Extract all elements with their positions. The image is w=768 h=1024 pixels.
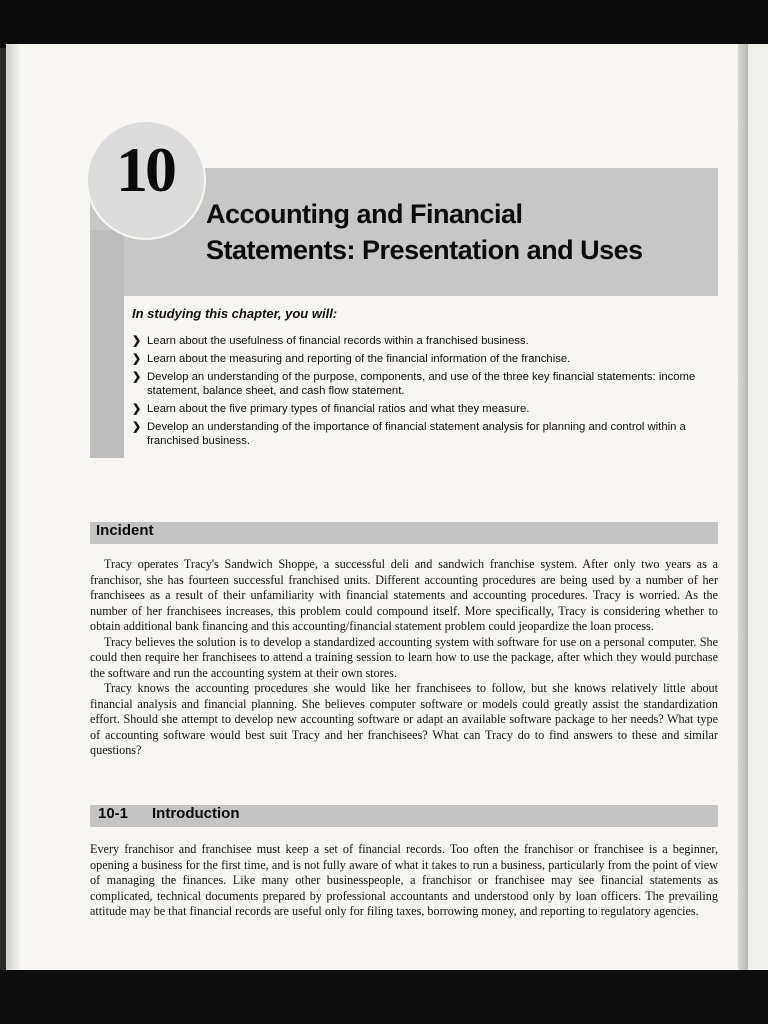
introduction-heading: Introduction: [152, 805, 240, 822]
incident-heading-band: [90, 522, 718, 544]
chevron-right-icon: ❯: [132, 421, 142, 433]
scan-bottom-border: [0, 970, 768, 1024]
objective-text: Learn about the measuring and reporting of the financial information of the franchise.: [147, 353, 571, 365]
incident-paragraph: Tracy believes the solution is to develop a standardized accounting system with software for use on a personal computer. She could then require her franchisees to attend a training session to learn how to use the package, after which they would purchase the software and run the accounting system at their own stores.: [90, 634, 718, 680]
incident-body: [90, 557, 718, 759]
incident-heading: Incident: [96, 522, 154, 539]
chevron-right-icon: ❯: [132, 403, 142, 415]
chevron-right-icon: ❯: [132, 371, 142, 383]
page-gutter-shadow: [6, 44, 20, 974]
introduction-body: [90, 842, 718, 920]
chapter-title-line: Statements: Presentation and Uses: [206, 235, 643, 265]
chapter-number: 10: [116, 134, 174, 205]
objective-item: [132, 420, 717, 448]
chapter-title-line: Accounting and Financial: [206, 199, 523, 229]
objective-item: [132, 334, 717, 348]
objective-text: Develop an understanding of the purpose, components, and use of the three key financial statements: income statement, balance sheet, and cash flow statement.: [147, 371, 696, 397]
introduction-paragraph: Every franchisor and franchisee must keep a set of financial records. Too often the franchisor or franchisee is a beginner, opening a business for the first time, and is not fully aware of what it takes to run a business, particularly from the point of view of managing the finances. Like many other businesspeople, a franchisor or franchisee may see financial statements as complicated, technical documents prepared by professional accountants and understood only by loan officers. The prevailing attitude may be that financial records are useful only for filing taxes, borrowing money, and reporting to regulatory agencies.: [90, 842, 718, 918]
objective-text: Learn about the five primary types of financial ratios and what they measure.: [147, 403, 530, 415]
objective-item: [132, 370, 717, 398]
scan-top-border: [0, 0, 768, 48]
chevron-right-icon: ❯: [132, 335, 142, 347]
scan-right-margin: [748, 44, 768, 974]
objectives-list: [132, 334, 717, 452]
objective-item: [132, 402, 717, 416]
chapter-side-band: [90, 230, 124, 458]
incident-paragraph: Tracy knows the accounting procedures she would like her franchisees to follow, but she knows relatively little about financial analysis and financial planning. She believes computer software or models could greatly assist the standardization effort. Should she attempt to develop new accounting software or adapt an available software package to her needs? What type of accounting software would best suit Tracy and her franchisees? What can Tracy do to find answers to these and similar questions?: [90, 681, 718, 757]
chevron-right-icon: ❯: [132, 353, 142, 365]
chapter-title: [206, 196, 716, 268]
objective-text: Learn about the usefulness of financial records within a franchised business.: [147, 335, 529, 347]
page-edge: [738, 44, 748, 974]
objectives-heading: In studying this chapter, you will:: [132, 306, 338, 321]
objective-item: [132, 352, 717, 366]
objective-text: Develop an understanding of the importance of financial statement analysis for planning and control within a franchised business.: [147, 421, 686, 447]
section-number: 10-1: [98, 805, 129, 822]
incident-paragraph: Tracy operates Tracy's Sandwich Shoppe, a successful deli and sandwich franchise system. After only two years as a franchisor, she has fourteen successful franchised units. Different accounting procedures are being used by a number of her franchisees as a result of their unfamiliarity with financial statements and accounting procedures. Tracy is worried. As the number of her franchisees increases, this problem could compound itself. More specifically, Tracy is considering whether to obtain additional bank financing and this accounting/financial statement problem could jeopardize the loan process.: [90, 557, 718, 633]
